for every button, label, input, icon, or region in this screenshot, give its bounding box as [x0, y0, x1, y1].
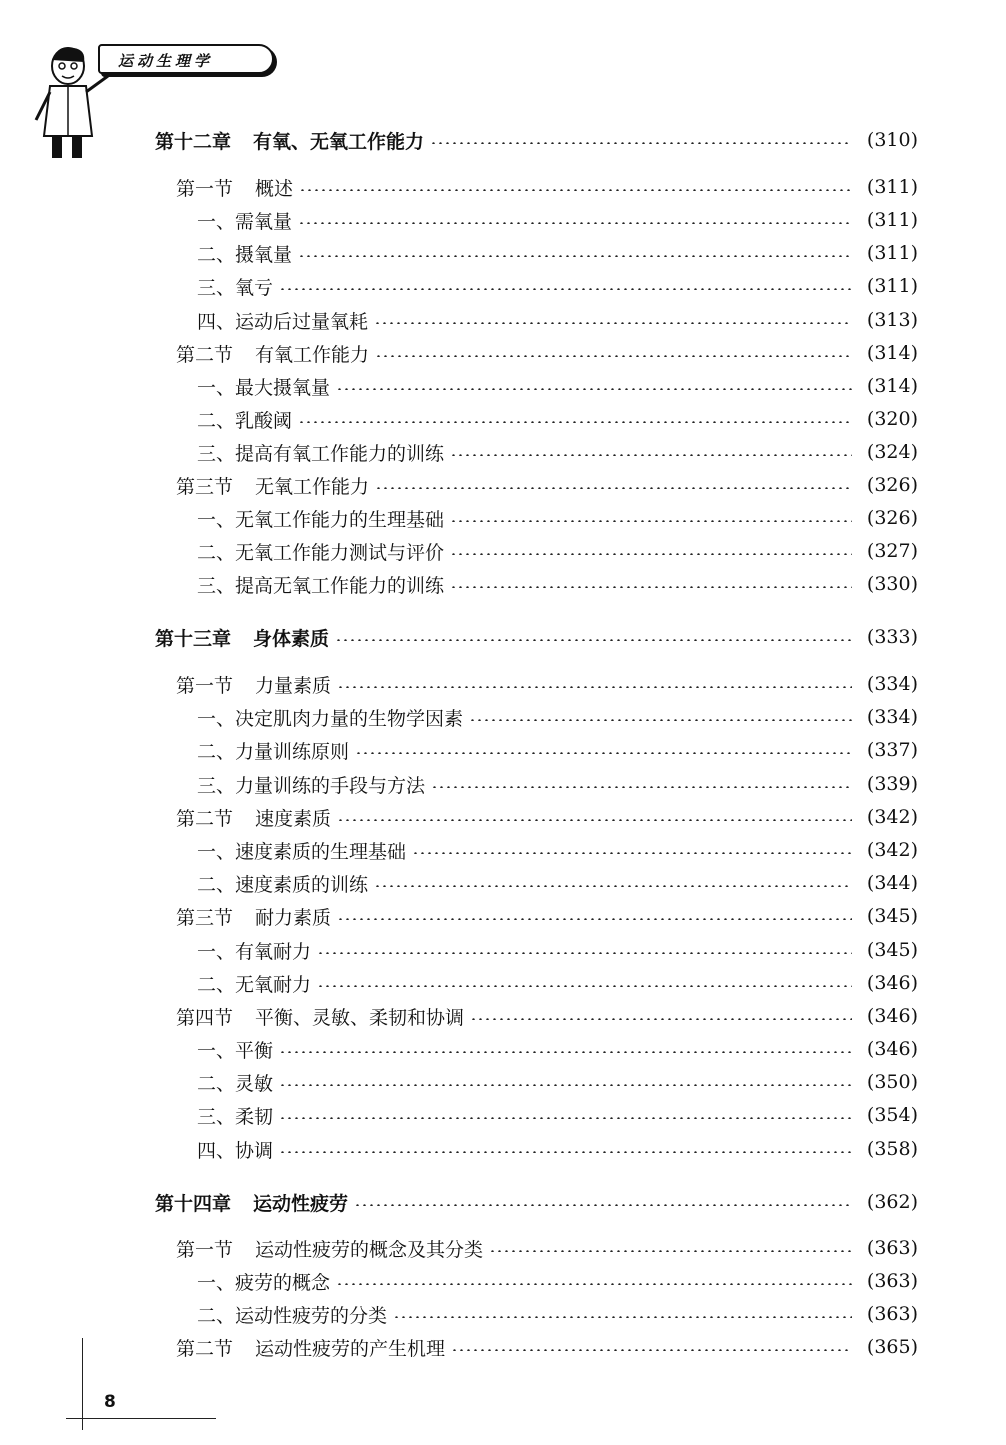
dot-leader	[279, 1117, 852, 1119]
toc-entry-section	[176, 670, 918, 698]
toc-entry-label	[197, 1036, 279, 1063]
toc-entry-page: (365)	[866, 1336, 918, 1358]
dot-leader	[336, 388, 852, 390]
toc-entry-page: (330)	[866, 573, 918, 595]
toc-entry-item	[197, 1300, 918, 1328]
toc-entry-page: (345)	[866, 939, 918, 961]
dot-leader	[450, 553, 852, 555]
toc-entry-title: 一、决定肌肉力量的生物学因素	[197, 707, 464, 730]
toc-entry-title: 有氧工作能力	[255, 343, 370, 366]
toc-entry-item	[197, 372, 918, 400]
toc-entry-number: 第一节	[176, 1238, 234, 1261]
dot-leader	[337, 918, 852, 920]
toc-entry-section	[176, 1002, 918, 1030]
dot-leader	[469, 719, 852, 721]
toc-entry-item	[197, 537, 918, 565]
toc-entry-item	[197, 736, 918, 764]
toc-entry-page: (313)	[866, 309, 918, 331]
toc-entry-page: (311)	[866, 209, 918, 231]
toc-entry-title: 力量素质	[255, 674, 332, 697]
toc-entry-label	[176, 1235, 489, 1262]
toc-entry-item	[197, 1267, 918, 1295]
toc-entry-title: 一、速度素质的生理基础	[197, 840, 407, 863]
toc-entry-title: 二、运动性疲劳的分类	[197, 1304, 388, 1327]
toc-entry-page: (327)	[866, 540, 918, 562]
toc-entry-item	[197, 570, 918, 598]
toc-entry-label	[197, 307, 374, 334]
toc-entry-page: (324)	[866, 441, 918, 463]
toc-entry-page: (346)	[866, 1038, 918, 1060]
toc-entry-label	[197, 1102, 279, 1129]
toc-entry-label	[197, 737, 355, 764]
toc-entry-label	[176, 903, 337, 930]
toc-entry-page: (362)	[866, 1191, 918, 1213]
toc-entry-title: 三、柔韧	[197, 1105, 274, 1128]
toc-entry-label	[197, 837, 412, 864]
dot-leader	[335, 639, 852, 641]
dot-leader	[317, 985, 852, 987]
dot-leader	[450, 520, 852, 522]
toc-entry-label	[197, 970, 317, 997]
toc-entry-label	[197, 1268, 336, 1295]
toc-entry-item	[197, 1101, 918, 1129]
toc-entry-item	[197, 1135, 918, 1163]
toc-entry-title: 运动性疲劳的概念及其分类	[255, 1238, 484, 1261]
toc-entry-title: 二、摄氧量	[197, 243, 293, 266]
toc-entry-page: (326)	[866, 507, 918, 529]
toc-entry-page: (339)	[866, 773, 918, 795]
toc-entry-page: (344)	[866, 872, 918, 894]
toc-entry-label	[155, 127, 430, 154]
toc-entry-label	[176, 1003, 470, 1030]
dot-leader	[430, 142, 852, 144]
toc-entry-page: (350)	[866, 1071, 918, 1093]
dot-leader	[375, 355, 852, 357]
toc-entry-label	[197, 937, 317, 964]
toc-entry-title: 三、提高无氧工作能力的训练	[197, 574, 445, 597]
dot-leader	[450, 586, 852, 588]
toc-entry-section	[176, 1234, 918, 1262]
toc-entry-label	[176, 472, 375, 499]
toc-entry-number: 第三节	[176, 906, 234, 929]
toc-entry-title: 四、运动后过量氧耗	[197, 310, 369, 333]
toc-entry-section	[176, 902, 918, 930]
footer-rule-horizontal	[66, 1418, 216, 1419]
toc-entry-title: 二、无氧工作能力测试与评价	[197, 541, 445, 564]
toc-entry-number: 第一节	[176, 177, 234, 200]
dot-leader	[374, 885, 852, 887]
toc-entry-page: (342)	[866, 839, 918, 861]
toc-entry-label	[197, 505, 450, 532]
toc-entry-title: 三、氧亏	[197, 276, 274, 299]
toc-entry-page: (342)	[866, 806, 918, 828]
toc-entry-page: (346)	[866, 1005, 918, 1027]
toc-entry-title: 二、灵敏	[197, 1072, 274, 1095]
toc-entry-number: 第二节	[176, 343, 234, 366]
dot-leader	[279, 288, 852, 290]
toc-entry-page: (337)	[866, 739, 918, 761]
toc-entry-label	[155, 624, 335, 651]
toc-entry-title: 三、力量训练的手段与方法	[197, 774, 426, 797]
dot-leader	[299, 189, 852, 191]
dot-leader	[298, 255, 852, 257]
toc-entry-label	[197, 1069, 279, 1096]
toc-entry-page: (314)	[866, 375, 918, 397]
toc-entry-title: 一、需氧量	[197, 210, 293, 233]
dot-leader	[354, 1204, 852, 1206]
toc-entry-title: 运动性疲劳的产生机理	[255, 1337, 446, 1360]
toc-entry-item	[197, 504, 918, 532]
toc-entry-title: 二、力量训练原则	[197, 740, 350, 763]
toc-entry-title: 一、最大摄氧量	[197, 376, 331, 399]
toc-entry-number: 第一节	[176, 674, 234, 697]
toc-entry-label	[197, 771, 431, 798]
toc-entry-page: (311)	[866, 275, 918, 297]
toc-entry-number: 第十四章	[155, 1192, 232, 1215]
toc-entry-page: (354)	[866, 1104, 918, 1126]
toc-entry-title: 有氧、无氧工作能力	[253, 130, 425, 153]
toc-entry-title: 一、疲劳的概念	[197, 1271, 331, 1294]
toc-entry-item	[197, 770, 918, 798]
toc-entry-title: 三、提高有氧工作能力的训练	[197, 442, 445, 465]
toc-entry-label	[176, 1334, 451, 1361]
toc-entry-label	[155, 1189, 354, 1216]
toc-entry-label	[176, 804, 337, 831]
dot-leader	[374, 322, 852, 324]
dot-leader	[431, 786, 852, 788]
toc-entry-page: (326)	[866, 474, 918, 496]
toc-entry-page: (363)	[866, 1303, 918, 1325]
toc-entry-page: (333)	[866, 626, 918, 648]
dot-leader	[317, 952, 852, 954]
toc-entry-page: (310)	[866, 129, 918, 151]
toc-entry-section	[176, 1333, 918, 1361]
toc-entry-title: 二、速度素质的训练	[197, 873, 369, 896]
toc-entry-item	[197, 272, 918, 300]
toc-entry-item	[197, 306, 918, 334]
toc-entry-number: 第十三章	[155, 627, 232, 650]
toc-entry-label	[197, 870, 374, 897]
toc-entry-item	[197, 703, 918, 731]
toc-entry-item	[197, 239, 918, 267]
toc-entry-item	[197, 936, 918, 964]
toc-entry-title: 概述	[255, 177, 294, 200]
toc-entry-label	[197, 538, 450, 565]
toc-entry-number: 第二节	[176, 807, 234, 830]
toc-entry-item	[197, 869, 918, 897]
toc-entry-number: 第四节	[176, 1006, 234, 1029]
toc-entry-number: 第二节	[176, 1337, 234, 1360]
toc-entry-title: 无氧工作能力	[255, 475, 370, 498]
toc-entry-item	[197, 405, 918, 433]
toc-entry-label	[197, 406, 298, 433]
page-number: 8	[104, 1392, 116, 1412]
toc-entry-item	[197, 1035, 918, 1063]
toc-entry-page: (358)	[866, 1138, 918, 1160]
dot-leader	[489, 1250, 852, 1252]
toc-entry-page: (334)	[866, 673, 918, 695]
toc-entry-label	[197, 1136, 279, 1163]
toc-entry-chapter	[155, 623, 918, 651]
toc-entry-page: (346)	[866, 972, 918, 994]
toc-entry-label	[197, 439, 450, 466]
toc-entry-label	[197, 373, 336, 400]
toc-entry-title: 耐力素质	[255, 906, 332, 929]
toc-entry-page: (345)	[866, 905, 918, 927]
dot-leader	[337, 819, 852, 821]
toc-entry-label	[176, 340, 375, 367]
dot-leader	[279, 1084, 852, 1086]
toc-entry-page: (320)	[866, 408, 918, 430]
toc-entry-item	[197, 1068, 918, 1096]
dot-leader	[412, 852, 852, 854]
dot-leader	[279, 1151, 852, 1153]
toc-entry-label	[197, 571, 450, 598]
toc-entry-page: (363)	[866, 1237, 918, 1259]
toc-entry-title: 二、乳酸阈	[197, 409, 293, 432]
toc-entry-label	[197, 1301, 393, 1328]
toc-entry-page: (363)	[866, 1270, 918, 1292]
toc-entry-item	[197, 836, 918, 864]
dot-leader	[337, 686, 852, 688]
toc-entry-page: (314)	[866, 342, 918, 364]
toc-entry-title: 运动性疲劳	[253, 1192, 349, 1215]
toc-entry-label	[197, 207, 298, 234]
footer-rule-vertical	[82, 1338, 83, 1430]
dot-leader	[355, 752, 852, 754]
toc-entry-chapter	[155, 1188, 918, 1216]
book-title-banner: 运动生理学	[98, 44, 274, 74]
toc-entry-label	[176, 671, 337, 698]
dot-leader	[279, 1051, 852, 1053]
toc-entry-section	[176, 803, 918, 831]
dot-leader	[451, 1349, 852, 1351]
toc-entry-label	[197, 273, 279, 300]
toc-entry-item	[197, 969, 918, 997]
toc-entry-number: 第三节	[176, 475, 234, 498]
toc-entry-section	[176, 471, 918, 499]
toc-entry-page: (311)	[866, 176, 918, 198]
toc-entry-title: 速度素质	[255, 807, 332, 830]
toc-entry-label	[197, 704, 469, 731]
toc-entry-title: 四、协调	[197, 1139, 274, 1162]
toc-entry-page: (311)	[866, 242, 918, 264]
toc-entry-page: (334)	[866, 706, 918, 728]
toc-entry-section	[176, 173, 918, 201]
dot-leader	[470, 1018, 852, 1020]
toc-entry-chapter	[155, 126, 918, 154]
toc-entry-title: 二、无氧耐力	[197, 973, 312, 996]
dot-leader	[375, 487, 852, 489]
toc-entry-number: 第十二章	[155, 130, 232, 153]
dot-leader	[450, 454, 852, 456]
toc-entry-label	[197, 240, 298, 267]
toc-entry-title: 一、平衡	[197, 1039, 274, 1062]
toc-entry-title: 一、无氧工作能力的生理基础	[197, 508, 445, 531]
dot-leader	[393, 1316, 852, 1318]
dot-leader	[298, 222, 852, 224]
toc-entry-item	[197, 206, 918, 234]
toc-entry-item	[197, 438, 918, 466]
dot-leader	[298, 421, 852, 423]
toc-entry-label	[176, 174, 299, 201]
toc-entry-title: 一、有氧耐力	[197, 940, 312, 963]
toc-entry-section	[176, 339, 918, 367]
dot-leader	[336, 1283, 852, 1285]
toc-entry-title: 平衡、灵敏、柔韧和协调	[255, 1006, 465, 1029]
toc-entry-title: 身体素质	[253, 627, 330, 650]
